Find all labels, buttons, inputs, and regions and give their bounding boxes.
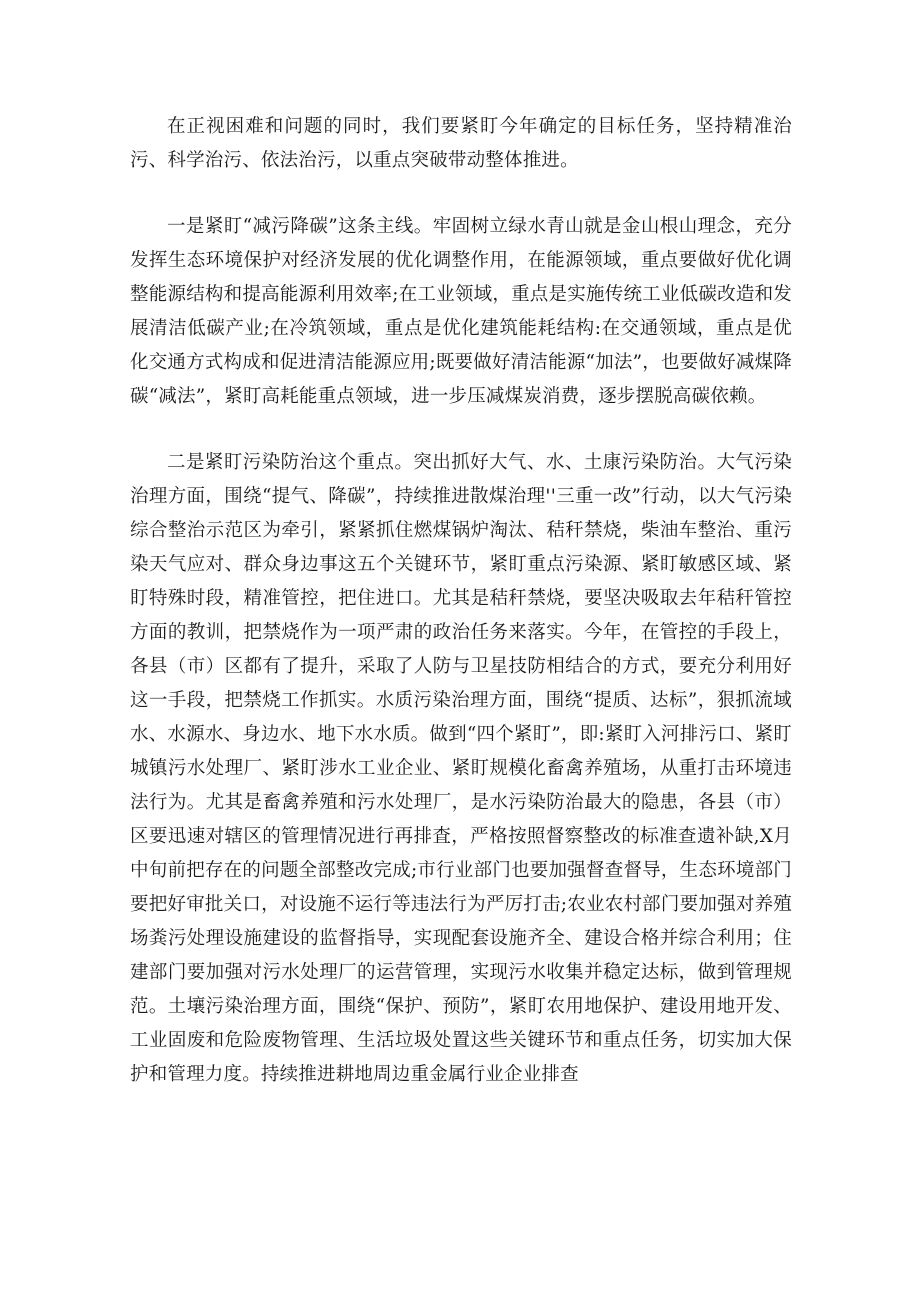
paragraph-carbon-reduction: 一是紧盯“减污降碳”这条主线。牢固树立绿水青山就是金山根山理念，充分发挥生态环境保护对经济发展的优化调整作用，在能源领域，重点要做好优化调整能源结构和提高能源利用效率;在工业领域，重点是实施传统工业低碳改造和发展清洁低碳产业;在冷筑领域，重点是优化建筑能耗结构:在交通领域，重点是优化交通方式构成和促进清洁能源应用;既要做好清洁能源“加法”，也要做好减煤降碳“减法”，紧盯高耗能重点领域，进一步压减煤炭消费，逐步摆脱高碳依赖。 <box>130 216 792 407</box>
document-body <box>130 110 792 1092</box>
paragraph-pollution-control: 二是紧盯污染防治这个重点。突出抓好大气、水、土康污染防治。大气污染治理方面，围绕“提气、降碳”，持续推进散煤治理''三重一改”行动，以大气污染综合整治示范区为牵引，紧紧抓住燃煤锅炉淘汰、秸秆禁烧，柴油车整治、重污染天气应对、群众身边事这五个关键环节，紧盯重点污染源、紧盯敏感区域、紧盯特殊时段，精准管控，把住进口。尤其是秸秆禁烧，要坚决吸取去年秸秆管控方面的教训，把禁烧作为一项严肃的政治任务来落实。今年，在管控的手段上，各县（市）区都有了提升，采取了人防与卫星技防相结合的方式，要充分利用好这一手段，把禁烧工作抓实。水质污染治理方面，围绕“提质、达标”，狠抓流域水、水源水、身边水、地下水水质。做到“四个紧盯”，即:紧盯入河排污口、紧盯城镇污水处理厂、紧盯涉水工业企业、紧盯规模化畜禽养殖场，从重打击环境违法行为。尤其是畜禽养殖和污水处理厂，是水污染防治最大的隐患，各县（市）区要迅速对辖区的管理情况进行再排査，严格按照督察整改的标准查遗补缺,X月中旬前把存在的问题全部整改完成;市行业部门也要加强督查督导，生态环境部门要把好审批关口，对设施不运行等违法行为严厉打击;农业农村部门要加强对养殖场粪污处理设施建设的监督指导，实现配套设施齐全、建设合格并综合利用；住建部门要加强对污水处理厂的运营管理，实现污水收集并稳定达标，做到管理规范。土壤污染治理方面，围绕“保护、预防”，紧盯农用地保护、建设用地开发、工业固废和危险废物管理、生活垃圾处置这些关键环节和重点任务，切实加大保护和管理力度。持续推进耕地周边重金属行业企业排查 <box>130 452 792 1085</box>
paragraph-intro: 在正视困难和问题的同时，我们要紧盯今年确定的目标任务，坚持精准治污、科学治污、依法治污，以重点突破带动整体推进。 <box>130 116 792 171</box>
